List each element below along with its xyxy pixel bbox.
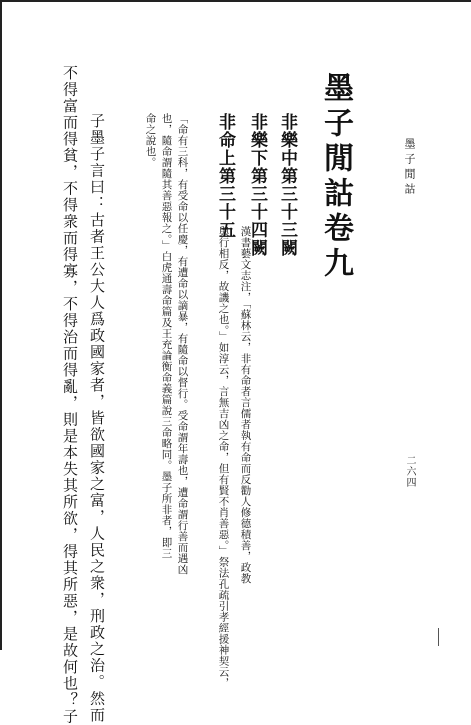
annotation-line: 「命有三科，有受命以任慶，有遭命以謫暴，有隨命以督行。受命謂年壽也，遭命謂行善而遇凶	[176, 113, 189, 575]
chapter-title: 墨子閒詁卷九	[318, 72, 353, 282]
annotation-line: 與行相反，故譏之也。」如淳云，言無吉凶之命，但有賢不肖善惡。」祭法孔疏引孝經援神契云，	[217, 226, 230, 689]
running-head: 墨子閒詁	[403, 138, 416, 198]
annotation-line: 也，隨命謂隨其善惡報之。」白虎通壽命篇及王充論衡命義篇說三命略同。墨子所非者，即三	[160, 113, 173, 559]
annotation-line: 漢書藝文志注，「蘇林云，非有命者言儒者執有命而反勸人修德積善，政教	[239, 226, 252, 584]
section-heading: 非樂中第三十三闕	[277, 113, 297, 257]
section-heading: 非命上第三十五	[215, 113, 235, 239]
section-heading: 非樂下第三十四闕	[247, 113, 267, 257]
scan-mark	[438, 628, 439, 646]
body-text-line: 子墨子言曰：古者王公大人爲政國家者，皆欲國家之富，人民之衆，刑政之治。然而	[88, 113, 106, 724]
scan-border-top	[0, 0, 471, 2]
annotation-line: 命之說也。	[144, 113, 157, 168]
body-text-line: 不得富而得貧，不得衆而得寡，不得治而得亂，則是本失其所欲，得其所惡，是故何也？子	[61, 65, 79, 725]
page-number: 二六四	[404, 455, 415, 488]
scan-border-left	[0, 0, 2, 650]
